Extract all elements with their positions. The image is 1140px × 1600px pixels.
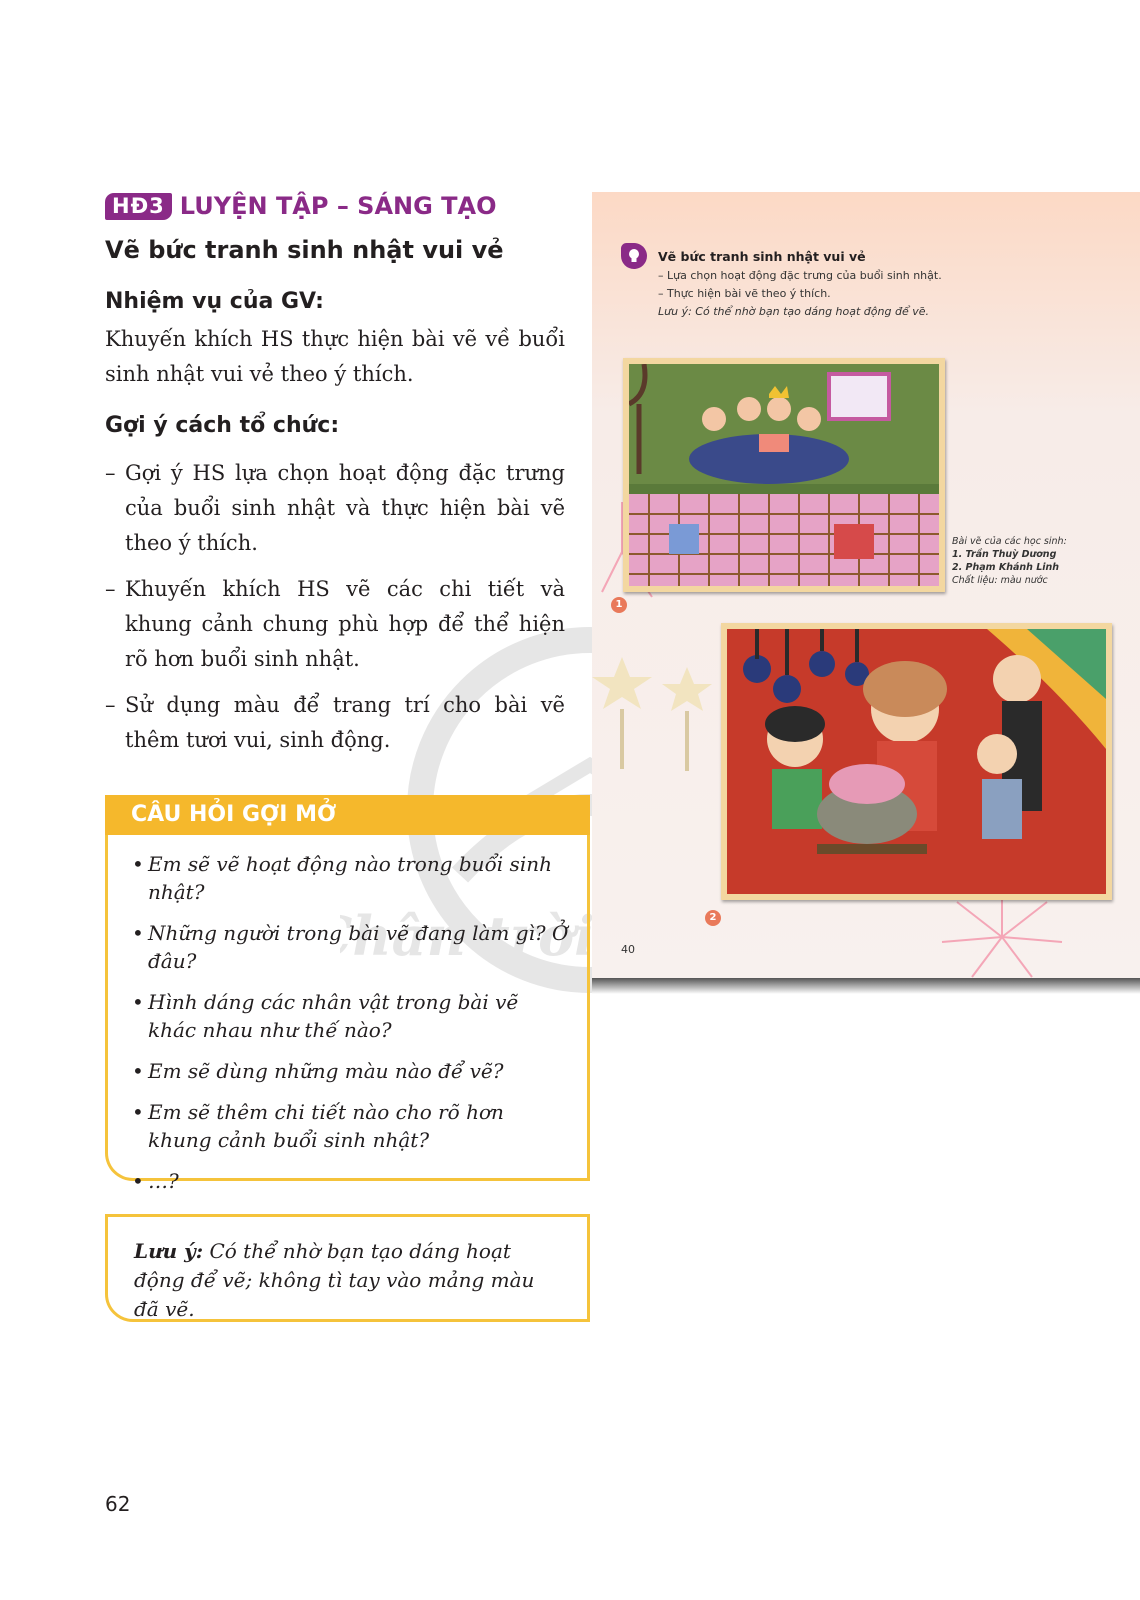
teacher-task-heading: Nhiệm vụ của GV: [105,289,324,314]
organization-item: – Sử dụng màu để trang trí cho bài vẽ thêm tươi vui, sinh động. [105,693,565,752]
activity-badge: HĐ3 [105,193,172,220]
question-item: • Em sẽ dùng những màu nào để vẽ? [132,1057,572,1085]
book-note-line: Lưu ý: Có thể nhờ bạn tạo dáng hoạt động để vẽ. [658,305,929,318]
question-list [132,850,572,1208]
question-item: • Em sẽ thêm chi tiết nào cho rõ hơn khung cảnh buổi sinh nhật? [132,1098,572,1154]
note-label: Lưu ý: [134,1239,204,1263]
activity-title: Vẽ bức tranh sinh nhật vui vẻ [105,236,504,264]
svg-text:Chân trời sáng tạo: hân trời [352,904,595,968]
note-text: Có thể nhờ bạn tạo dáng hoạt động để vẽ; không tì tay vào mảng màu đã vẽ. [134,1239,535,1321]
section-title: LUYỆN TẬP – SÁNG TẠO [179,192,497,220]
question-item: • Em sẽ vẽ hoạt động nào trong buổi sinh nhật? [132,850,572,906]
lightbulb-icon [621,243,647,269]
painting-family-birthday-icon [727,629,1106,894]
organization-item: – Khuyến khích HS vẽ các chi tiết và khung cảnh chung phù hợp để thể hiện rõ hơn buổi sinh nhật. [105,577,565,671]
section-heading [105,192,497,220]
question-item: • Hình dáng các nhân vật trong bài vẽ khác nhau như thế nào? [132,988,572,1044]
image-label-2: 2 [705,910,721,926]
question-item: • Những người trong bài vẽ đang làm gì? Ở đâu? [132,919,572,975]
teacher-task-text: Khuyến khích HS thực hiện bài vẽ về buổi sinh nhật vui vẻ theo ý thích. [105,327,565,386]
organization-item: – Gợi ý HS lựa chọn hoạt động đặc trưng của buổi sinh nhật và thực hiện bài vẽ theo ý thích. [105,461,565,555]
book-page-number: 40 [621,943,635,956]
book-instruction-line: – Thực hiện bài vẽ theo ý thích. [658,287,831,300]
note-box [105,1214,590,1322]
book-page-shadow [592,978,1140,994]
page-number: 62 [105,1492,131,1516]
question-item: • …? [132,1167,572,1195]
question-box-header: CÂU HỎI GỢI MỞ [105,795,590,835]
book-instruction-line: – Lựa chọn hoạt động đặc trưng của buổi sinh nhật. [658,269,942,282]
image-caption: Bài vẽ của các học sinh: 1. Trần Thuỳ Dương 2. Phạm Khánh Linh Chất liệu: màu nước [952,536,1067,586]
painting-birthday-party-icon [629,364,939,586]
book-activity-title: Vẽ bức tranh sinh nhật vui vẻ [658,249,866,264]
student-painting-2 [721,623,1112,900]
organization-heading: Gợi ý cách tổ chức: [105,413,340,438]
stars-decoration-icon [592,657,722,797]
student-painting-1 [623,358,945,592]
image-label-1: 1 [611,597,627,613]
